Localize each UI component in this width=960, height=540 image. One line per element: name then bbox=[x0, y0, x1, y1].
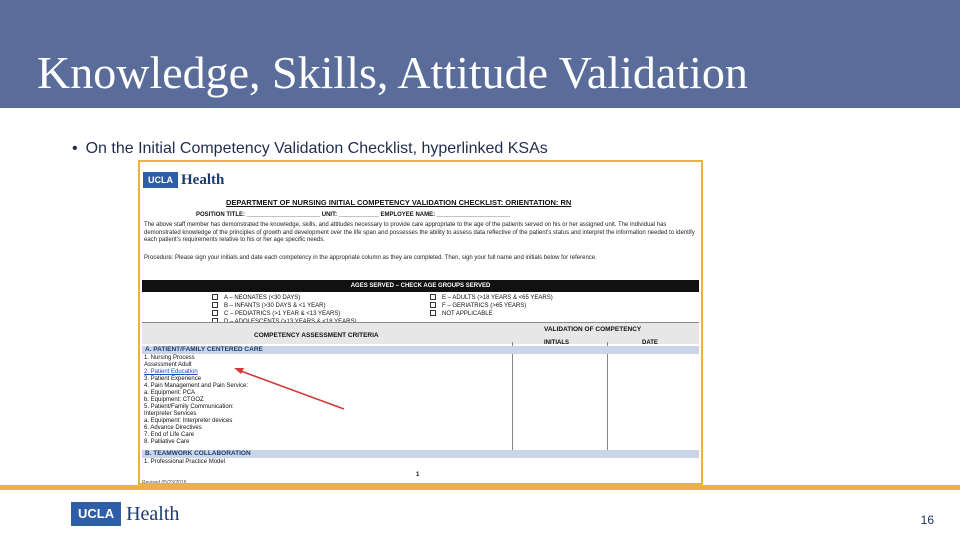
age-option[interactable]: B – INFANTS (>30 DAYS & <1 YEAR) bbox=[212, 302, 357, 310]
age-option[interactable]: NOT APPLICABLE bbox=[430, 310, 553, 318]
section-a-header: A. PATIENT/FAMILY CENTERED CARE bbox=[142, 346, 699, 354]
doc-page-number: 1 bbox=[416, 472, 420, 478]
list-item: a. Equipment: Interpreter devices bbox=[144, 418, 233, 424]
footer-divider bbox=[0, 485, 960, 490]
slide-title: Knowledge, Skills, Attitude Validation bbox=[37, 47, 748, 98]
bullet-text: On the Initial Competency Validation Checklist, hyperlinked KSAs bbox=[85, 140, 548, 157]
footer-logo bbox=[71, 502, 179, 526]
doc-paragraph: The above staff member has demonstrated the knowledge, skills, and attitudes necessary to provide care appropriate to the age of the patients served on his or her assigned unit. The individual has demonstrated knowledge of the principles of growth and development over the life span and possesses the ability to assess data reflective of the patient's status and interpret the information needed to identify each patient's requirements relative to his or her age specific needs. bbox=[144, 222, 695, 243]
footer-logo-word: Health bbox=[126, 502, 180, 525]
doc-procedure: Procedure: Please sign your initials and date each competency in the appropriate column as they are completed. Then, sign your full name and initials below for reference. bbox=[144, 255, 597, 261]
doc-logo-word: Health bbox=[181, 171, 225, 188]
list-item: a. Equipment: PCA bbox=[144, 390, 196, 396]
section-b-header: B. TEAMWORK COLLABORATION bbox=[142, 450, 699, 458]
doc-logo-box: UCLA bbox=[143, 172, 178, 188]
age-option[interactable]: F – GERIATRICS (>65 YEARS) bbox=[430, 302, 553, 310]
ages-header: AGES SERVED – CHECK AGE GROUPS SERVED bbox=[142, 280, 699, 292]
age-option[interactable]: A – NEONATES (<30 DAYS) bbox=[212, 294, 357, 302]
list-item: Assessment Adult bbox=[144, 362, 192, 368]
checklist-document-image bbox=[138, 160, 703, 485]
list-item: 7. End of Life Care bbox=[144, 432, 195, 438]
age-option[interactable]: E – ADULTS (>18 YEARS & <65 YEARS) bbox=[430, 294, 553, 302]
footer-logo-box: UCLA bbox=[71, 502, 121, 526]
list-item: 1. Professional Practice Model bbox=[144, 459, 226, 465]
list-item: 3. Patient Experience bbox=[144, 376, 202, 382]
patient-education-link[interactable]: 2. Patient Education bbox=[144, 369, 198, 375]
list-item: 1. Nursing Process bbox=[144, 355, 195, 361]
criteria-header: COMPETENCY ASSESSMENT CRITERIA bbox=[254, 332, 379, 339]
date-header: DATE bbox=[642, 340, 658, 346]
initials-header: INITIALS bbox=[544, 340, 569, 346]
doc-fields: POSITION TITLE: ______________________ UNIT: ____________ EMPLOYEE NAME: ______________________ bbox=[196, 212, 511, 218]
list-item: 4. Pain Management and Pain Service: bbox=[144, 383, 249, 389]
bullet-dot-icon: • bbox=[72, 140, 78, 157]
age-option[interactable]: C – PEDIATRICS (>1 YEAR & <13 YEARS) bbox=[212, 310, 357, 318]
doc-revised-date: Revised 05/23/2016 bbox=[142, 480, 187, 485]
title-bar bbox=[0, 0, 960, 108]
list-item: 6. Advance Directives bbox=[144, 425, 202, 431]
red-arrow-icon bbox=[140, 162, 703, 485]
bullet-point bbox=[72, 140, 548, 158]
page-number: 16 bbox=[920, 513, 934, 527]
list-item: 5. Patient/Family Communication: bbox=[144, 404, 234, 410]
list-item: 8. Palliative Care bbox=[144, 439, 190, 445]
validation-header: VALIDATION OF COMPETENCY bbox=[544, 326, 642, 333]
list-item: Interpreter Services bbox=[144, 411, 197, 417]
list-item: b. Equipment: CTGOZ bbox=[144, 397, 204, 403]
doc-heading: DEPARTMENT OF NURSING INITIAL COMPETENCY VALIDATION CHECKLIST: ORIENTATION: RN bbox=[226, 198, 572, 207]
